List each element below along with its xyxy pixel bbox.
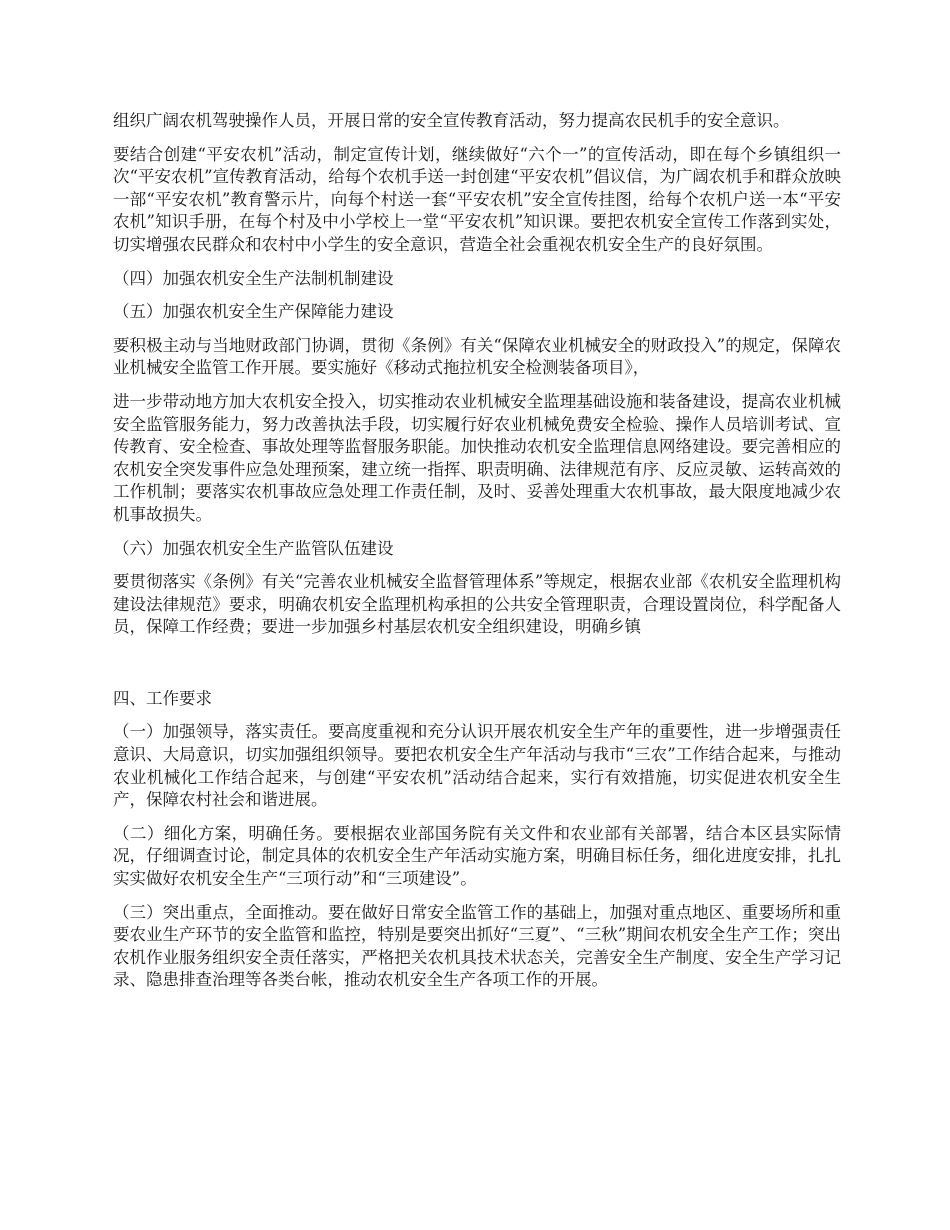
paragraph-requirement-2: （二）细化方案，明确任务。要根据农业部国务院有关文件和农业部有关部署，结合本区县实际情况，仔细调查讨论，制定具体的农机安全生产年活动实施方案，明确目标任务，细化进度安排，扎扎实实做好农机安全生产“三项行动”和“三项建设”。: [113, 823, 841, 889]
heading-section-4: （四）加强农机安全生产法制机制建设: [113, 268, 394, 288]
paragraph-requirement-3: （三）突出重点，全面推动。要在做好日常安全监管工作的基础上，加强对重点地区、重要场所和重要农业生产环节的安全监管和监控，特别是要突出抓好“三夏”、“三秋”期间农机安全生产工作；突出农机作业服务组织安全责任落实，严格把关农机具技术状态关，完善安全生产制度、安全生产学习记录、隐患排查治理等各类台帐，推动农机安全生产各项工作的开展。: [113, 902, 841, 990]
paragraph-ping-an-nongji-campaign: 要结合创建“平安农机”活动，制定宣传计划，继续做好“六个一”的宣传活动，即在每个乡镇组织一次“平安农机”宣传教育活动，给每个农机手送一封创建“平安农机”倡议信，为广阔农机手和群众放映一部“平安农机”教育警示片，向每个村送一套“平安农机”安全宣传挂图，给每个农机户送一本“平安农机”知识手册，在每个村及中小学校上一堂“平安农机”知识课。要把农机安全宣传工作落到实处，切实增强农民群众和农村中小学生的安全意识，营造全社会重视农机安全生产的良好氛围。: [113, 144, 841, 254]
document-body: [113, 110, 841, 1003]
paragraph-investment-infrastructure: 进一步带动地方加大农机安全投入，切实推动农业机械安全监理基础设施和装备建设，提高农业机械安全监管服务能力，努力改善执法手段，切实履行好农业机械免费安全检验、操作人员培训考试、宣传教育、安全检查、事故处理等监督服务职能。加快推动农机安全监理信息网络建设。要完善相应的农机安全突发事件应急处理预案，建立统一指挥、职责明确、法律规范有序、反应灵敏、运转高效的工作机制；要落实农机事故应急处理工作责任制，及时、妥善处理重大农机事故，最大限度地减少农机事故损失。: [113, 391, 841, 524]
paragraph-safety-education: 组织广阔农机驾驶操作人员，开展日常的安全宣传教育活动，努力提高农民机手的安全意识。: [113, 111, 790, 130]
paragraph-requirement-1: （一）加强领导，落实责任。要高度重视和充分认识开展农机安全生产年的重要性，进一步增强责任意识、大局意识，切实加强组织领导。要把农机安全生产年活动与我市“三农”工作结合起来，与推动农业机械化工作结合起来，与创建“平安农机”活动结合起来，实行有效措施，切实促进农机安全生产，保障农村社会和谐进展。: [113, 722, 841, 810]
heading-section-5: （五）加强农机安全生产保障能力建设: [113, 302, 394, 322]
paragraph-financial-coordination: 要积极主动与当地财政部门协调，贯彻《条例》有关“保障农业机械安全的财政投入”的规定，保障农业机械安全监管工作开展。要实施好《移动式拖拉机安全检测装备项目》，: [113, 335, 841, 378]
paragraph-supervision-team: 要贯彻落实《条例》有关“完善农业机械安全监督管理体系”等规定，根据农业部《农机安全监理机构建设法律规范》要求，明确农机安全监理机构承担的公共安全管理职责，合理设置岗位，科学配备人员，保障工作经费；要进一步加强乡村基层农机安全组织建设，明确乡镇: [113, 572, 841, 637]
heading-work-requirements: 四、工作要求: [113, 688, 212, 708]
section-gap: [113, 650, 841, 688]
heading-section-6: （六）加强农机安全生产监管队伍建设: [113, 538, 394, 558]
